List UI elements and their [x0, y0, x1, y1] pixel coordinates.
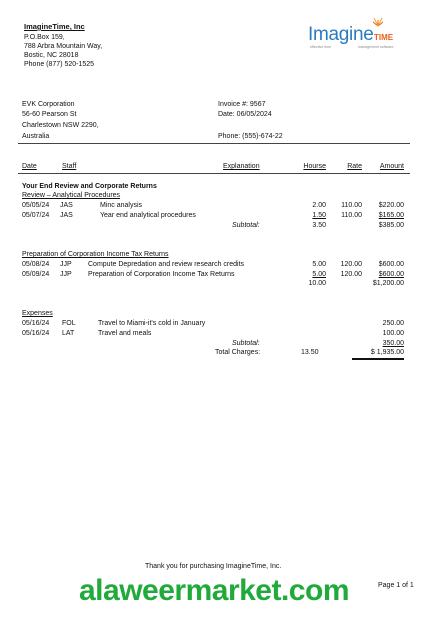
row-rate: 120.00 — [340, 261, 362, 268]
row-hours: 2.00 — [312, 202, 326, 209]
row-rate: 110.00 — [341, 212, 362, 219]
row-hours: 5.00 — [312, 261, 326, 268]
expenses-title: Expenses — [22, 310, 53, 317]
subtotal-hours: 3.50 — [312, 222, 326, 229]
expense-description: Travel to Miami-it's cold in January — [98, 320, 206, 327]
row-amount: $220.00 — [378, 202, 404, 209]
section-subtitle: Review – Analytical Procedures — [22, 192, 121, 199]
company-address-line1: P.O.Box 159, — [24, 34, 65, 41]
row-hours: 1.50 — [312, 212, 326, 219]
company-address-line3: Bostic, NC 28018 — [24, 52, 79, 59]
column-header-date: Date — [22, 163, 37, 170]
company-address-line2: 788 Arbra Mountain Way, — [24, 43, 103, 50]
client-country: Australia — [22, 133, 50, 140]
column-header-amount: Amount — [379, 163, 404, 170]
row-hours: 5.00 — [312, 271, 326, 278]
row-amount: $600.00 — [378, 261, 404, 268]
expenses-subtotal-label: Subtotal: — [232, 340, 260, 347]
watermark: alaweermarket.com — [79, 574, 349, 607]
row-rate: 120.00 — [340, 271, 362, 278]
invoice-date: Date: 06/05/2024 — [218, 111, 272, 118]
invoice-phone: Phone: (555)-674-22 — [218, 133, 283, 140]
row-date: 05/09/24 — [22, 271, 50, 278]
row-description: Compute Depredation and review research credits — [88, 261, 245, 268]
row-staff: JAS — [60, 202, 73, 209]
row-staff: JJP — [60, 261, 72, 268]
column-header-hours: Hourse — [303, 163, 326, 170]
row-staff: JAS — [60, 212, 73, 219]
expenses-subtotal-amount: 350.00 — [382, 340, 404, 347]
column-header-divider — [18, 173, 410, 174]
section-title: Your End Review and Corporate Returns — [22, 183, 157, 190]
subtotal-hours: 10.00 — [308, 280, 326, 287]
column-header-rate: Rate — [347, 163, 362, 170]
client-name: EVK Corporation — [22, 101, 75, 108]
row-description: Minc analysis — [100, 202, 143, 209]
total-charges-label: Total Charges: — [215, 349, 261, 356]
invoice-number: Invoice #: 9567 — [218, 101, 266, 108]
row-description: Preparation of Corporation Income Tax Returns — [88, 271, 235, 278]
client-address-line2: Charlestown NSW 2290, — [22, 122, 99, 129]
expense-amount: 250.00 — [382, 320, 404, 327]
expense-date: 05/16/24 — [22, 320, 50, 327]
logo-tagline-right: management software — [358, 45, 394, 49]
company-phone: Phone (877) 520-1525 — [24, 61, 95, 68]
footer-thanks: Thank you for purchasing ImagineTime, Inc. — [145, 563, 282, 570]
row-description: Year end analytical procedures — [100, 212, 196, 219]
total-hours: 13.50 — [301, 349, 319, 356]
row-date: 05/07/24 — [22, 212, 50, 219]
expense-amount: 100.00 — [382, 330, 404, 337]
company-name: ImagineTime, Inc — [24, 22, 85, 31]
logo-accent-text: TIME — [374, 33, 394, 42]
header-divider — [18, 143, 410, 144]
logo-main-text: Imagine — [308, 24, 374, 45]
row-amount: $165.00 — [378, 212, 404, 219]
expense-staff: LAT — [62, 330, 75, 337]
total-amount: $ 1,935.00 — [352, 349, 404, 360]
row-date: 05/08/24 — [22, 261, 50, 268]
row-staff: JJP — [60, 271, 72, 278]
subtotal-label: Subtotal: — [232, 222, 260, 229]
subtotal-amount: $385.00 — [378, 222, 404, 229]
column-header-staff: Staff — [62, 163, 77, 170]
client-address-line1: 56-60 Pearson St — [22, 111, 77, 118]
expense-description: Travel and meals — [98, 330, 152, 337]
section-subtitle: Preparation of Corporation Income Tax Returns — [22, 251, 169, 258]
subtotal-amount: $1,200.00 — [372, 280, 404, 287]
page-number: Page 1 of 1 — [378, 582, 414, 589]
imaginetime-logo — [308, 20, 413, 52]
expense-staff: FOL — [62, 320, 76, 327]
row-rate: 110.00 — [341, 202, 362, 209]
expense-date: 05/16/24 — [22, 330, 50, 337]
row-date: 05/05/24 — [22, 202, 50, 209]
row-amount: $600.00 — [378, 271, 404, 278]
column-header-explanation: Explanation — [223, 163, 260, 170]
logo-tagline-left: effective time — [310, 45, 332, 49]
